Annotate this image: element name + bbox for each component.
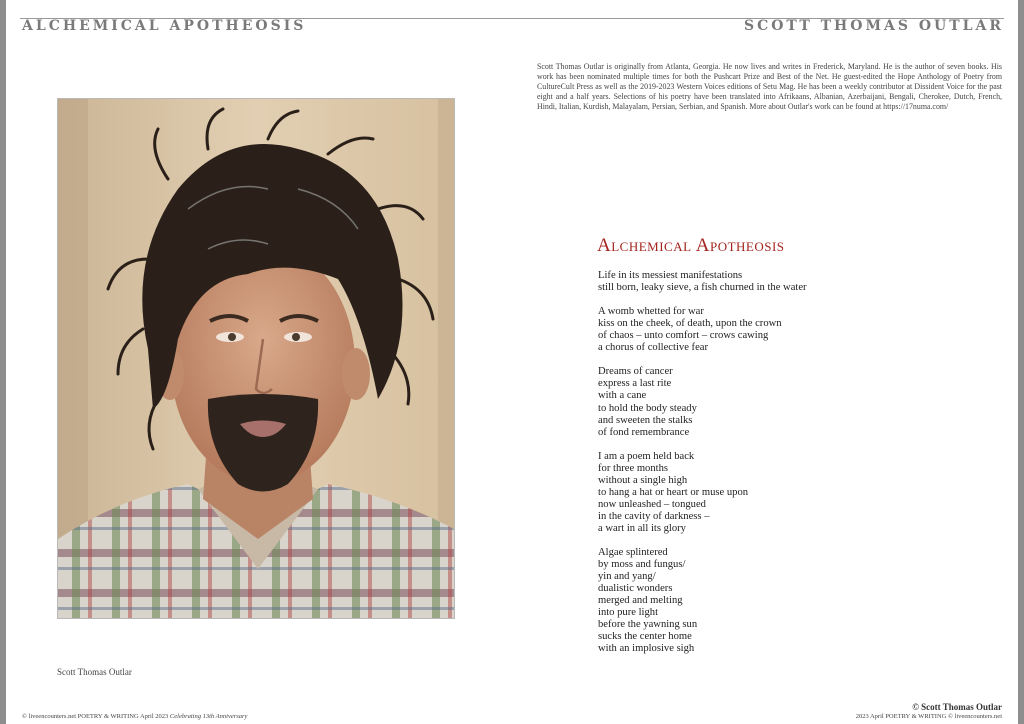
running-header-author: SCOTT THOMAS OUTLAR [743, 18, 1004, 34]
poem-body [598, 270, 998, 668]
running-header-title: ALCHEMICAL APOTHEOSIS [22, 18, 307, 34]
poem-line: without a single high [598, 474, 688, 486]
poem-line: with a cane [598, 390, 647, 402]
poem-stanza [598, 547, 998, 655]
poem-line: kiss on the cheek, of death, upon the crown [598, 318, 782, 330]
poem-line: in the cavity of darkness – [598, 510, 710, 522]
poem-stanza [598, 270, 998, 294]
poem-line: Dreams of cancer [598, 366, 673, 378]
poem-line: Algae splintered [598, 547, 668, 559]
copyright-notice: © Scott Thomas Outlar [912, 702, 1002, 712]
poem-line: yin and yang/ [598, 571, 656, 583]
footer-left-anniversary: Celebrating 13th Anniversary [169, 713, 248, 720]
poem-line: for three months [598, 462, 669, 474]
poem-line: by moss and fungus/ [598, 559, 686, 571]
poem-stanza [598, 451, 998, 535]
poem-line: into pure light [598, 607, 659, 619]
poem-line: a chorus of collective fear [598, 342, 708, 354]
poem-line: still born, leaky sieve, a fish churned in the water [598, 282, 807, 294]
poem-line: before the yawning sun [598, 619, 698, 631]
author-photo [57, 98, 455, 619]
right-frame-bar [1018, 0, 1024, 724]
poem-line: express a last rite [598, 378, 672, 390]
poem-line: of chaos – unto comfort – crows cawing [598, 330, 769, 342]
poem-stanza [598, 306, 998, 354]
poem-line: of fond remembrance [598, 426, 690, 438]
poem-line: I am a poem held back [598, 450, 695, 462]
author-bio: Scott Thomas Outlar is originally from Atlanta, Georgia. He now lives and writes in Frederick, Maryland. He is the author of seven books. His work has been nominated multiple times for both the Pushcart Prize and Best of the Net. He guest-edited the Hope Anthology of Poetry from CultureCult Press as well as the 2019-2023 Western Voices editions of Setu Mag. He has been a weekly contributor at Dissident Voice for the past eight and a half years. Selections of his poetry have been translated into Afrikaans, Albanian, Azerbaijani, Bengali, Cherokee, Dutch, French, Hindi, Italian, Kurdish, Malayalam, Persian, Serbian, and Spanish. More about Outlar's work can be found at https://17numa.com/ [537, 62, 1002, 111]
poem-line: with an implosive sigh [598, 643, 695, 655]
poem-line: sucks the center home [598, 631, 692, 643]
poem-line: a wart in all its glory [598, 522, 686, 534]
poem-line: dualistic wonders [598, 583, 673, 595]
poem-line: to hold the body steady [598, 402, 697, 414]
photo-caption: Scott Thomas Outlar [57, 667, 132, 677]
poem-line: merged and melting [598, 595, 683, 607]
left-frame-bar [0, 0, 6, 724]
poem-line: now unleashed – tongued [598, 498, 706, 510]
poem-line: to hang a hat or heart or muse upon [598, 486, 749, 498]
footer-left-main: © liveencounters.net POETRY & WRITING April 2023 [22, 713, 169, 720]
footer-right: 2023 April POETRY & WRITING © liveencounters.net [855, 713, 1002, 720]
poem-title: Alchemical Apotheosis [597, 235, 785, 256]
poem-line: Life in its messiest manifestations [598, 270, 743, 281]
poem-line: and sweeten the stalks [598, 414, 693, 426]
footer-left [22, 713, 247, 720]
poem-line: A womb whetted for war [598, 306, 704, 318]
poem-stanza [598, 366, 998, 438]
author-portrait-illustration [58, 99, 454, 618]
